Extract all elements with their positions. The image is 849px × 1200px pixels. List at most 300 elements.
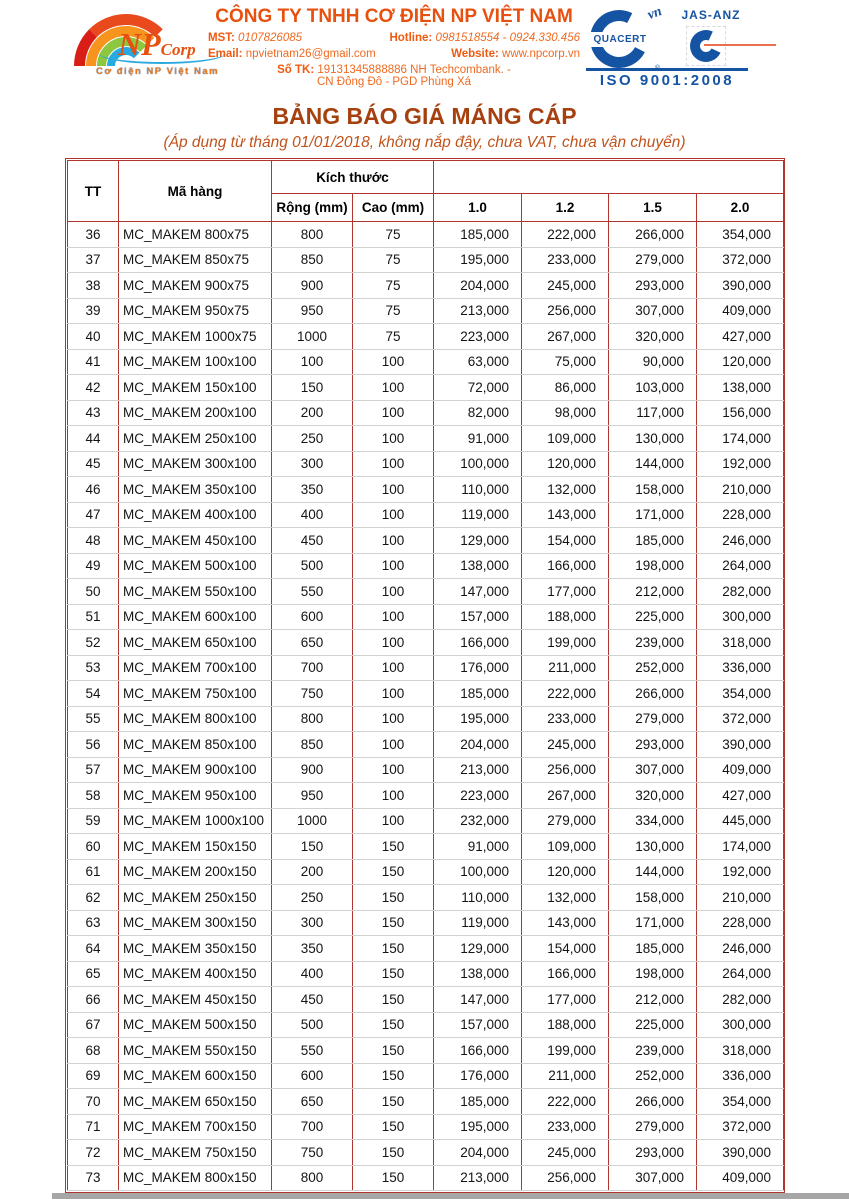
table-cell: 48 xyxy=(68,528,119,554)
header-row-1 xyxy=(68,161,784,194)
table-cell: 129,000 xyxy=(434,528,522,554)
table-cell: 100 xyxy=(353,604,434,630)
col-header-ma-hang: Mã hàng xyxy=(119,161,272,222)
col-header-1-0: 1.0 xyxy=(434,194,522,222)
table-row xyxy=(68,1012,784,1038)
table-cell: 60 xyxy=(68,834,119,860)
table-cell: 166,000 xyxy=(522,961,609,987)
table-cell: 100 xyxy=(353,681,434,707)
table-cell: 138,000 xyxy=(434,553,522,579)
table-cell: 307,000 xyxy=(609,757,697,783)
table-cell: MC_MAKEM 500x150 xyxy=(119,1012,272,1038)
table-cell: 409,000 xyxy=(697,757,784,783)
table-cell: 98,000 xyxy=(522,400,609,426)
col-header-thickness-group xyxy=(434,161,784,194)
table-cell: 320,000 xyxy=(609,783,697,809)
table-cell: 233,000 xyxy=(522,1114,609,1140)
table-row xyxy=(68,1063,784,1089)
table-cell: 46 xyxy=(68,477,119,503)
table-cell: 700 xyxy=(272,655,353,681)
table-cell: 252,000 xyxy=(609,655,697,681)
table-row xyxy=(68,222,784,248)
table-cell: 75 xyxy=(353,324,434,350)
table-cell: 171,000 xyxy=(609,910,697,936)
table-cell: 120,000 xyxy=(697,349,784,375)
email-value: npvietnam26@gmail.com xyxy=(245,48,376,60)
table-cell: 147,000 xyxy=(434,579,522,605)
table-cell: 950 xyxy=(272,783,353,809)
table-cell: MC_MAKEM 600x100 xyxy=(119,604,272,630)
table-cell: 150 xyxy=(272,375,353,401)
table-cell: 120,000 xyxy=(522,451,609,477)
email-label: Email: xyxy=(208,48,243,60)
table-row xyxy=(68,834,784,860)
price-table-wrapper xyxy=(65,158,785,1193)
table-cell: 132,000 xyxy=(522,885,609,911)
table-cell: 267,000 xyxy=(522,783,609,809)
table-cell: 177,000 xyxy=(522,987,609,1013)
table-cell: 372,000 xyxy=(697,1114,784,1140)
table-cell: MC_MAKEM 700x100 xyxy=(119,655,272,681)
table-cell: 150 xyxy=(353,859,434,885)
table-row xyxy=(68,349,784,375)
table-cell: 1000 xyxy=(272,324,353,350)
table-row xyxy=(68,1140,784,1166)
table-cell: 336,000 xyxy=(697,655,784,681)
table-cell: 42 xyxy=(68,375,119,401)
table-cell: 300 xyxy=(272,451,353,477)
table-cell: MC_MAKEM 400x150 xyxy=(119,961,272,987)
table-cell: 157,000 xyxy=(434,1012,522,1038)
table-cell: 171,000 xyxy=(609,502,697,528)
table-cell: 72,000 xyxy=(434,375,522,401)
table-cell: 73 xyxy=(68,1165,119,1191)
table-cell: 245,000 xyxy=(522,273,609,299)
table-cell: 45 xyxy=(68,451,119,477)
table-row xyxy=(68,1038,784,1064)
table-cell: 350 xyxy=(272,477,353,503)
table-cell: 409,000 xyxy=(697,1165,784,1191)
table-cell: 158,000 xyxy=(609,477,697,503)
table-cell: 279,000 xyxy=(609,247,697,273)
table-cell: 213,000 xyxy=(434,757,522,783)
table-cell: 150 xyxy=(353,1114,434,1140)
table-cell: 185,000 xyxy=(434,1089,522,1115)
table-cell: 192,000 xyxy=(697,451,784,477)
table-cell: 90,000 xyxy=(609,349,697,375)
table-row xyxy=(68,859,784,885)
table-cell: 56 xyxy=(68,732,119,758)
table-cell: 150 xyxy=(272,834,353,860)
company-contact-row-2 xyxy=(208,48,580,60)
jas-anz-line xyxy=(704,44,776,46)
table-cell: 750 xyxy=(272,1140,353,1166)
email xyxy=(208,48,376,60)
table-row xyxy=(68,681,784,707)
table-cell: 130,000 xyxy=(609,834,697,860)
table-cell: 100 xyxy=(353,400,434,426)
page-bottom-strip xyxy=(52,1193,849,1199)
company-name: CÔNG TY TNHH CƠ ĐIỆN NP VIỆT NAM xyxy=(215,6,573,27)
company-info xyxy=(208,6,580,88)
table-cell: MC_MAKEM 200x100 xyxy=(119,400,272,426)
jas-anz-label: JAS-ANZ xyxy=(681,8,741,22)
table-cell: 372,000 xyxy=(697,706,784,732)
table-cell: 132,000 xyxy=(522,477,609,503)
price-table-head xyxy=(68,161,784,222)
table-cell: MC_MAKEM 800x150 xyxy=(119,1165,272,1191)
table-cell: 293,000 xyxy=(609,273,697,299)
table-cell: 100 xyxy=(353,477,434,503)
table-row xyxy=(68,961,784,987)
table-cell: MC_MAKEM 850x100 xyxy=(119,732,272,758)
table-cell: 409,000 xyxy=(697,298,784,324)
table-cell: 350 xyxy=(272,936,353,962)
table-cell: 100 xyxy=(272,349,353,375)
table-cell: 43 xyxy=(68,400,119,426)
table-row xyxy=(68,553,784,579)
table-cell: 39 xyxy=(68,298,119,324)
table-cell: 100 xyxy=(353,502,434,528)
iso-9001-label: ISO 9001:2008 xyxy=(586,68,748,89)
table-cell: 69 xyxy=(68,1063,119,1089)
table-cell: 279,000 xyxy=(609,1114,697,1140)
table-cell: 188,000 xyxy=(522,604,609,630)
table-cell: 336,000 xyxy=(697,1063,784,1089)
table-cell: 150 xyxy=(353,910,434,936)
table-cell: MC_MAKEM 600x150 xyxy=(119,1063,272,1089)
table-cell: 53 xyxy=(68,655,119,681)
table-cell: 245,000 xyxy=(522,1140,609,1166)
hotline-label: Hotline: xyxy=(389,32,433,44)
table-cell: 279,000 xyxy=(609,706,697,732)
table-row xyxy=(68,936,784,962)
table-cell: 199,000 xyxy=(522,1038,609,1064)
bank-account xyxy=(208,64,580,76)
table-row xyxy=(68,808,784,834)
table-cell: 70 xyxy=(68,1089,119,1115)
table-cell: 150 xyxy=(353,1089,434,1115)
table-cell: 427,000 xyxy=(697,324,784,350)
table-cell: 550 xyxy=(272,579,353,605)
table-cell: 67 xyxy=(68,1012,119,1038)
table-row xyxy=(68,247,784,273)
table-cell: 850 xyxy=(272,247,353,273)
table-cell: 300 xyxy=(272,910,353,936)
table-cell: MC_MAKEM 950x100 xyxy=(119,783,272,809)
table-cell: 177,000 xyxy=(522,579,609,605)
logo-np-text: NP xyxy=(118,26,161,62)
table-cell: MC_MAKEM 750x150 xyxy=(119,1140,272,1166)
table-row xyxy=(68,885,784,911)
certification-marks xyxy=(586,4,786,89)
col-header-tt: TT xyxy=(68,161,119,222)
jas-anz-mark xyxy=(686,26,726,66)
table-cell: 50 xyxy=(68,579,119,605)
table-cell: 150 xyxy=(353,1140,434,1166)
table-cell: 120,000 xyxy=(522,859,609,885)
table-cell: MC_MAKEM 650x100 xyxy=(119,630,272,656)
table-cell: MC_MAKEM 250x150 xyxy=(119,885,272,911)
table-cell: 40 xyxy=(68,324,119,350)
table-cell: 144,000 xyxy=(609,451,697,477)
table-row xyxy=(68,451,784,477)
price-table xyxy=(67,160,784,1191)
table-cell: 225,000 xyxy=(609,1012,697,1038)
table-cell: 58 xyxy=(68,783,119,809)
table-cell: 307,000 xyxy=(609,298,697,324)
table-cell: 63,000 xyxy=(434,349,522,375)
table-cell: 211,000 xyxy=(522,655,609,681)
table-cell: 390,000 xyxy=(697,273,784,299)
table-cell: 100,000 xyxy=(434,859,522,885)
table-cell: 174,000 xyxy=(697,834,784,860)
table-cell: 192,000 xyxy=(697,859,784,885)
table-cell: 750 xyxy=(272,681,353,707)
table-cell: 154,000 xyxy=(522,936,609,962)
table-cell: MC_MAKEM 550x150 xyxy=(119,1038,272,1064)
table-cell: 266,000 xyxy=(609,681,697,707)
table-row xyxy=(68,579,784,605)
table-cell: 213,000 xyxy=(434,298,522,324)
table-cell: 700 xyxy=(272,1114,353,1140)
table-cell: 72 xyxy=(68,1140,119,1166)
table-cell: 264,000 xyxy=(697,961,784,987)
table-cell: 900 xyxy=(272,273,353,299)
col-header-1-5: 1.5 xyxy=(609,194,697,222)
table-cell: 38 xyxy=(68,273,119,299)
table-cell: 450 xyxy=(272,528,353,554)
table-cell: 222,000 xyxy=(522,222,609,248)
bank-branch: CN Đông Đô - PGD Phùng Xá xyxy=(316,76,472,88)
table-cell: 400 xyxy=(272,961,353,987)
table-cell: 318,000 xyxy=(697,1038,784,1064)
table-cell: 200 xyxy=(272,400,353,426)
table-cell: 650 xyxy=(272,630,353,656)
table-cell: 256,000 xyxy=(522,757,609,783)
table-cell: 256,000 xyxy=(522,298,609,324)
table-cell: 71 xyxy=(68,1114,119,1140)
table-cell: 100 xyxy=(353,706,434,732)
table-cell: 600 xyxy=(272,604,353,630)
table-cell: MC_MAKEM 950x75 xyxy=(119,298,272,324)
table-cell: 100 xyxy=(353,375,434,401)
table-cell: 150 xyxy=(353,961,434,987)
table-cell: 228,000 xyxy=(697,910,784,936)
table-cell: 300,000 xyxy=(697,1012,784,1038)
table-cell: 49 xyxy=(68,553,119,579)
table-cell: 75,000 xyxy=(522,349,609,375)
table-cell: 210,000 xyxy=(697,885,784,911)
table-cell: 66 xyxy=(68,987,119,1013)
quacert-label: QUACERT xyxy=(587,32,653,47)
table-cell: 119,000 xyxy=(434,502,522,528)
table-cell: 117,000 xyxy=(609,400,697,426)
table-cell: 800 xyxy=(272,222,353,248)
table-cell: 650 xyxy=(272,1089,353,1115)
registered-mark: ® xyxy=(654,65,660,72)
table-row xyxy=(68,732,784,758)
table-cell: MC_MAKEM 850x75 xyxy=(119,247,272,273)
table-cell: 129,000 xyxy=(434,936,522,962)
table-cell: 264,000 xyxy=(697,553,784,579)
table-cell: 222,000 xyxy=(522,1089,609,1115)
table-cell: 195,000 xyxy=(434,247,522,273)
table-cell: 204,000 xyxy=(434,273,522,299)
col-header-1-2: 1.2 xyxy=(522,194,609,222)
table-cell: 213,000 xyxy=(434,1165,522,1191)
table-cell: 150 xyxy=(353,1012,434,1038)
table-cell: 157,000 xyxy=(434,604,522,630)
table-cell: MC_MAKEM 900x100 xyxy=(119,757,272,783)
col-header-rong: Rộng (mm) xyxy=(272,194,353,222)
table-cell: 100 xyxy=(353,451,434,477)
table-row xyxy=(68,910,784,936)
table-cell: MC_MAKEM 900x75 xyxy=(119,273,272,299)
mst-label: MST: xyxy=(208,32,235,44)
table-cell: 204,000 xyxy=(434,1140,522,1166)
table-cell: 91,000 xyxy=(434,426,522,452)
table-cell: 166,000 xyxy=(434,630,522,656)
company-contact-row-1 xyxy=(208,32,580,44)
table-cell: MC_MAKEM 500x100 xyxy=(119,553,272,579)
table-cell: 198,000 xyxy=(609,553,697,579)
table-row xyxy=(68,502,784,528)
table-row xyxy=(68,1114,784,1140)
table-cell: 144,000 xyxy=(609,859,697,885)
table-cell: 239,000 xyxy=(609,1038,697,1064)
table-cell: 279,000 xyxy=(522,808,609,834)
table-row xyxy=(68,426,784,452)
table-cell: 228,000 xyxy=(697,502,784,528)
table-cell: 195,000 xyxy=(434,1114,522,1140)
table-cell: 800 xyxy=(272,1165,353,1191)
table-cell: 185,000 xyxy=(609,528,697,554)
table-cell: 307,000 xyxy=(609,1165,697,1191)
table-cell: 282,000 xyxy=(697,987,784,1013)
table-row xyxy=(68,477,784,503)
table-cell: 130,000 xyxy=(609,426,697,452)
table-cell: 233,000 xyxy=(522,706,609,732)
table-cell: 390,000 xyxy=(697,732,784,758)
table-row xyxy=(68,757,784,783)
table-cell: 239,000 xyxy=(609,630,697,656)
table-cell: 600 xyxy=(272,1063,353,1089)
table-cell: 110,000 xyxy=(434,477,522,503)
account-label: Số TK: xyxy=(277,64,315,76)
mst xyxy=(208,32,302,44)
table-cell: 100 xyxy=(353,553,434,579)
table-cell: 293,000 xyxy=(609,732,697,758)
table-cell: 233,000 xyxy=(522,247,609,273)
table-cell: MC_MAKEM 800x100 xyxy=(119,706,272,732)
table-row xyxy=(68,1165,784,1191)
table-cell: 211,000 xyxy=(522,1063,609,1089)
table-cell: 51 xyxy=(68,604,119,630)
table-cell: 176,000 xyxy=(434,1063,522,1089)
table-cell: 354,000 xyxy=(697,681,784,707)
table-cell: 143,000 xyxy=(522,502,609,528)
table-cell: 110,000 xyxy=(434,885,522,911)
table-cell: 150 xyxy=(353,1165,434,1191)
table-cell: MC_MAKEM 450x150 xyxy=(119,987,272,1013)
table-cell: 174,000 xyxy=(697,426,784,452)
table-cell: 500 xyxy=(272,553,353,579)
table-cell: 252,000 xyxy=(609,1063,697,1089)
table-cell: 800 xyxy=(272,706,353,732)
table-cell: 75 xyxy=(353,273,434,299)
table-row xyxy=(68,400,784,426)
table-cell: 320,000 xyxy=(609,324,697,350)
table-row xyxy=(68,630,784,656)
table-cell: 62 xyxy=(68,885,119,911)
table-row xyxy=(68,655,784,681)
table-cell: 200 xyxy=(272,859,353,885)
table-row xyxy=(68,987,784,1013)
table-cell: 59 xyxy=(68,808,119,834)
table-cell: 44 xyxy=(68,426,119,452)
table-cell: 250 xyxy=(272,885,353,911)
table-cell: 54 xyxy=(68,681,119,707)
logo-text xyxy=(118,28,196,60)
table-cell: 37 xyxy=(68,247,119,273)
table-cell: 185,000 xyxy=(609,936,697,962)
table-cell: 150 xyxy=(353,1063,434,1089)
table-cell: 100 xyxy=(353,426,434,452)
table-cell: 100 xyxy=(353,783,434,809)
jas-anz-c-glyph xyxy=(685,25,726,66)
col-header-cao: Cao (mm) xyxy=(353,194,434,222)
table-cell: 1000 xyxy=(272,808,353,834)
table-cell: 372,000 xyxy=(697,247,784,273)
table-cell: 68 xyxy=(68,1038,119,1064)
table-cell: 91,000 xyxy=(434,834,522,860)
table-cell: 390,000 xyxy=(697,1140,784,1166)
table-cell: 138,000 xyxy=(697,375,784,401)
table-cell: 318,000 xyxy=(697,630,784,656)
table-cell: 166,000 xyxy=(434,1038,522,1064)
table-cell: 166,000 xyxy=(522,553,609,579)
table-cell: 100 xyxy=(353,630,434,656)
table-cell: 103,000 xyxy=(609,375,697,401)
table-cell: 293,000 xyxy=(609,1140,697,1166)
table-row xyxy=(68,706,784,732)
table-cell: MC_MAKEM 150x150 xyxy=(119,834,272,860)
table-cell: 138,000 xyxy=(434,961,522,987)
table-cell: 225,000 xyxy=(609,604,697,630)
table-cell: MC_MAKEM 650x150 xyxy=(119,1089,272,1115)
col-header-kich-thuoc: Kích thước xyxy=(272,161,434,194)
table-cell: 75 xyxy=(353,298,434,324)
hotline xyxy=(389,32,580,44)
table-cell: 212,000 xyxy=(609,579,697,605)
table-cell: MC_MAKEM 350x100 xyxy=(119,477,272,503)
table-cell: 550 xyxy=(272,1038,353,1064)
table-cell: 150 xyxy=(353,834,434,860)
table-row xyxy=(68,1089,784,1115)
table-cell: 65 xyxy=(68,961,119,987)
table-cell: 100 xyxy=(353,655,434,681)
table-cell: 450 xyxy=(272,987,353,1013)
table-cell: MC_MAKEM 200x150 xyxy=(119,859,272,885)
table-cell: 156,000 xyxy=(697,400,784,426)
table-cell: 223,000 xyxy=(434,324,522,350)
table-cell: 52 xyxy=(68,630,119,656)
table-cell: 354,000 xyxy=(697,222,784,248)
table-cell: 246,000 xyxy=(697,936,784,962)
table-cell: 75 xyxy=(353,247,434,273)
table-cell: 63 xyxy=(68,910,119,936)
